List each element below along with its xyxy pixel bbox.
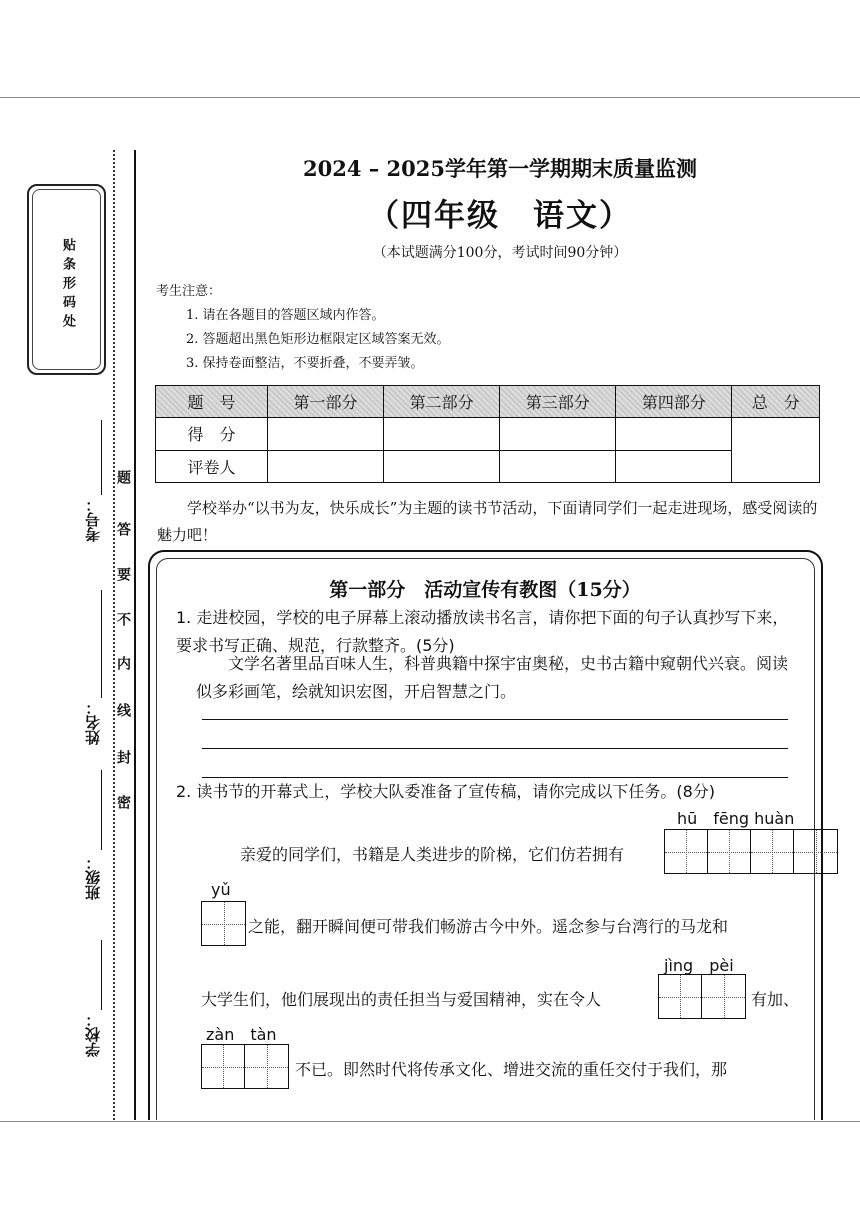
notice-item: 1. 请在各题目的答题区域内作答。 [186, 308, 385, 323]
passage-line: 大学生们，他们展现出的责任担当与爱国精神，实在令人 [201, 990, 602, 1009]
score-cell[interactable] [268, 418, 384, 451]
score-cell[interactable] [384, 418, 500, 451]
seal-char: 要 [115, 567, 131, 581]
pinyin-label: yǔ [211, 880, 231, 899]
seal-char: 封 [115, 750, 131, 764]
seal-char: 不 [115, 612, 131, 626]
class-field-label: 班级： [84, 855, 102, 900]
notice-item: 3. 保持卷面整洁，不要折叠，不要弄皱。 [186, 356, 424, 371]
name-field-label: 姓名： [84, 700, 102, 745]
pinyin-label: jìng pèi [664, 956, 734, 975]
passage-line: 不已。即然时代将传承文化、增进交流的重任交付于我们，那 [295, 1060, 728, 1079]
grader-row [156, 450, 820, 483]
score-header-cell: 第二部分 [384, 386, 500, 418]
notice-title: 考生注意： [156, 284, 222, 299]
score-row [156, 418, 820, 451]
grader-cell[interactable] [268, 450, 384, 483]
pinyin-label: hū fēng huàn [677, 809, 795, 828]
score-header-cell: 第三部分 [500, 386, 616, 418]
seal-char: 线 [115, 703, 131, 717]
exam-subject: （四年级 语文） [368, 198, 632, 234]
activity-intro: 学校举办“以书为友，快乐成长”为主题的读书节活动，下面请同学们一起走进现场，感受阅读的魅力吧！ [157, 499, 818, 544]
score-table-header-row [156, 386, 820, 418]
pinyin-answer-boxes[interactable] [658, 974, 746, 1019]
pinyin-answer-boxes[interactable] [664, 829, 838, 874]
score-cell[interactable] [500, 418, 616, 451]
grader-cell[interactable] [384, 450, 500, 483]
class-field-line[interactable] [101, 770, 102, 850]
seal-char: 密 [115, 795, 131, 809]
grader-cell[interactable] [616, 450, 732, 483]
total-score-cell[interactable] [732, 418, 820, 483]
passage-line: 之能，翻开瞬间便可带我们畅游古今中外。遥念参与台湾行的马龙和 [248, 917, 729, 936]
answer-line[interactable] [202, 748, 788, 749]
school-field-label: 学校： [84, 1012, 102, 1057]
exam-number-line[interactable] [101, 420, 102, 495]
seal-char: 题 [115, 470, 131, 484]
score-cell[interactable] [616, 418, 732, 451]
seal-solid-line [134, 150, 136, 1120]
seal-char: 答 [115, 522, 131, 536]
score-header-cell: 第四部分 [616, 386, 732, 418]
passage-line: 亲爱的同学们，书籍是人类进步的阶梯，它们仿若拥有 [240, 845, 625, 864]
notice-item: 2. 答题超出黑色矩形边框限定区域答案无效。 [186, 332, 450, 347]
grader-row-label: 评卷人 [156, 450, 268, 483]
score-table [155, 385, 820, 483]
question-1-quote: 文学名著里品百味人生，科普典籍中探宇宙奥秘，史书古籍中窥朝代兴衰。阅读似多彩画笔，绘就知识宏图，开启智慧之门。 [196, 654, 789, 701]
score-header-cell: 第一部分 [268, 386, 384, 418]
exam-title: 2024 – 2025学年第一学期期末质量监测 [302, 156, 697, 181]
pinyin-label: zàn tàn [206, 1025, 277, 1044]
seal-dotted-line [113, 150, 115, 1120]
pinyin-answer-boxes[interactable] [201, 901, 246, 946]
question-1: 1. 走进校园，学校的电子屏幕上滚动播放读书名言，请你把下面的句子认真抄写下来，要求书写正确、规范，行款整齐。(5分) [176, 608, 789, 655]
part1-title: 第一部分 活动宣传有教图（15分） [329, 579, 641, 601]
score-header-cell: 总 分 [732, 386, 820, 418]
question-2: 2. 读书节的开幕式上，学校大队委准备了宣传稿，请你完成以下任务。(8分) [176, 782, 716, 801]
passage-line: 有加、 [751, 990, 800, 1009]
name-field-line[interactable] [101, 590, 102, 698]
school-field-line[interactable] [101, 940, 102, 1010]
barcode-label: 贴条形码处 [60, 238, 75, 333]
score-header-cell: 题 号 [156, 386, 268, 418]
exam-number-label: 考号： [84, 497, 102, 542]
exam-info: （本试题满分100分，考试时间90分钟） [372, 245, 628, 261]
answer-line[interactable] [202, 719, 788, 720]
pinyin-answer-boxes[interactable] [201, 1044, 289, 1089]
grader-cell[interactable] [500, 450, 616, 483]
seal-char: 内 [115, 656, 131, 670]
score-row-label: 得 分 [156, 418, 268, 451]
